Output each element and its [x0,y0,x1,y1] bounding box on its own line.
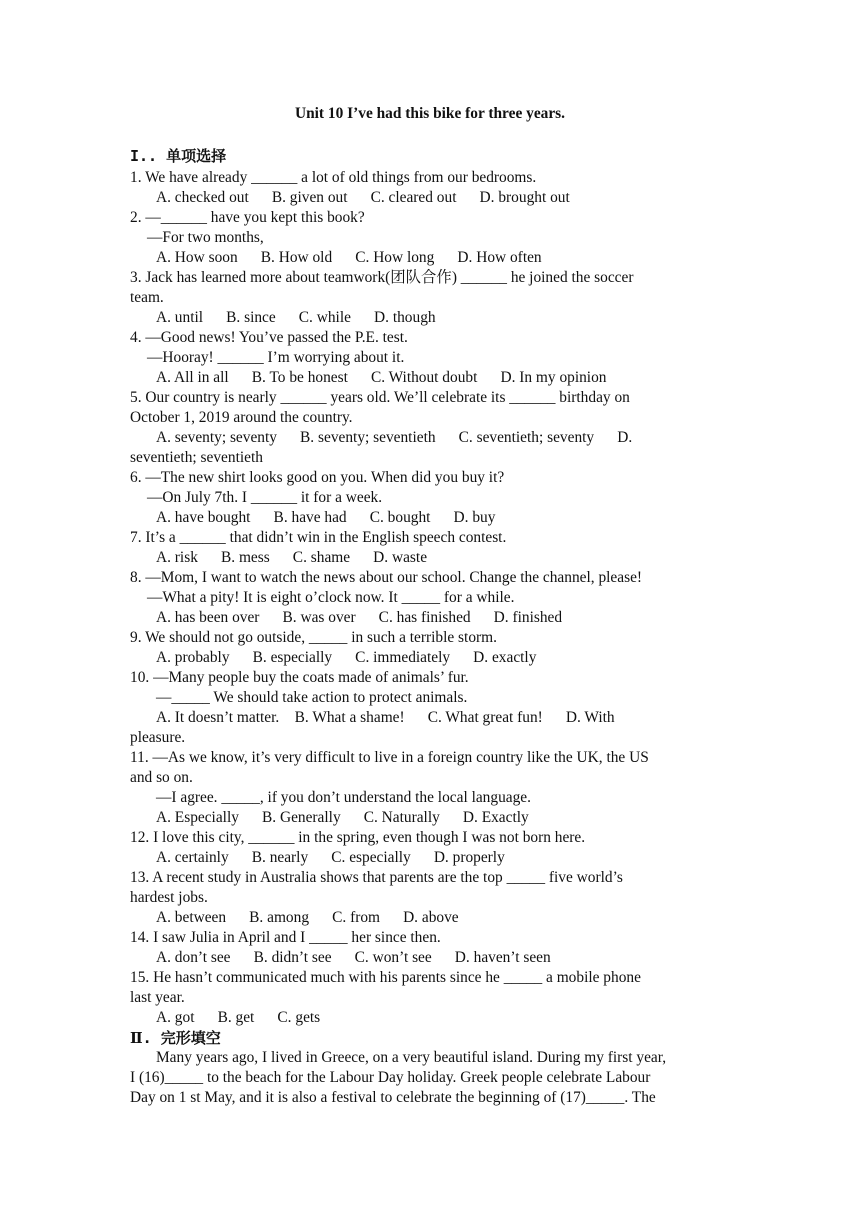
question-6: 6. —The new shirt looks good on you. When did you buy it? [130,469,505,486]
passage-line: Many years ago, I lived in Greece, on a very beautiful island. During my first year, [156,1049,667,1066]
question-9: 9. We should not go outside, _____ in such a terrible storm. [130,629,497,646]
question-1: 1. We have already ______ a lot of old things from our bedrooms. [130,169,537,186]
question-5-cont: October 1, 2019 around the country. [130,409,353,426]
question-11-reply: —I agree. _____, if you don’t understand the local language. [156,789,531,806]
question-6-options: A. have bought B. have had C. bought D. buy [156,509,496,526]
section-heading-cloze: Ⅱ. 完形填空 [130,1029,221,1047]
question-10-options: A. It doesn’t matter. B. What a shame! C. What great fun! D. With [156,709,615,726]
question-5: 5. Our country is nearly ______ years old. We’ll celebrate its ______ birthday on [130,389,630,406]
question-4: 4. —Good news! You’ve passed the P.E. test. [130,329,408,346]
question-15-options: A. got B. get C. gets [156,1009,321,1026]
question-7: 7. It’s a ______ that didn’t win in the English speech contest. [130,529,507,546]
question-5-options: A. seventy; seventy B. seventy; seventieth C. seventieth; seventy D. [156,429,633,446]
question-3-options: A. until B. since C. while D. though [156,309,436,326]
document-body [130,146,730,1108]
question-14-options: A. don’t see B. didn’t see C. won’t see D. haven’t seen [156,949,551,966]
question-8: 8. —Mom, I want to watch the news about our school. Change the channel, please! [130,569,643,586]
question-13-options: A. between B. among C. from D. above [156,909,459,926]
question-6-reply: —On July 7th. I ______ it for a week. [147,489,383,506]
question-10-options-cont: pleasure. [130,729,186,746]
question-2: 2. —______ have you kept this book? [130,209,365,226]
question-10-reply: —_____ We should take action to protect animals. [156,689,468,706]
question-9-options: A. probably B. especially C. immediately D. exactly [156,649,537,666]
question-11-options: A. Especially B. Generally C. Naturally D. Exactly [156,809,529,826]
question-11: 11. —As we know, it’s very difficult to live in a foreign country like the UK, the US [130,749,649,766]
question-2-options: A. How soon B. How old C. How long D. How often [156,249,542,266]
question-4-options: A. All in all B. To be honest C. Without doubt D. In my opinion [156,369,607,386]
question-13-cont: hardest jobs. [130,889,208,906]
question-12: 12. I love this city, ______ in the spring, even though I was not born here. [130,829,586,846]
question-15-cont: last year. [130,989,185,1006]
question-8-reply: —What a pity! It is eight o’clock now. It _____ for a while. [147,589,515,606]
question-14: 14. I saw Julia in April and I _____ her since then. [130,929,441,946]
question-11-cont: and so on. [130,769,193,786]
question-8-options: A. has been over B. was over C. has finished D. finished [156,609,563,626]
question-2-reply: —For two months, [147,229,264,246]
section-heading-multiple-choice: I.. 单项选择 [130,147,227,165]
question-4-reply: —Hooray! ______ I’m worrying about it. [147,349,405,366]
document-title: Unit 10 I’ve had this bike for three years. [294,105,566,122]
question-12-options: A. certainly B. nearly C. especially D. properly [156,849,505,866]
question-5-options-cont: seventieth; seventieth [130,449,263,466]
question-7-options: A. risk B. mess C. shame D. waste [156,549,428,566]
question-13: 13. A recent study in Australia shows that parents are the top _____ five world’s [130,869,623,886]
question-15: 15. He hasn’t communicated much with his parents since he _____ a mobile phone [130,969,641,986]
question-3: 3. Jack has learned more about teamwork(团队合作) ______ he joined the soccer [130,269,634,286]
passage-line: I (16)_____ to the beach for the Labour Day holiday. Greek people celebrate Labour [130,1069,651,1086]
question-10: 10. —Many people buy the coats made of animals’ fur. [130,669,469,686]
question-1-options: A. checked out B. given out C. cleared out D. brought out [156,189,570,206]
passage-line: Day on 1 st May, and it is also a festival to celebrate the beginning of (17)_____. The [130,1089,656,1106]
question-3-cont: team. [130,289,164,306]
